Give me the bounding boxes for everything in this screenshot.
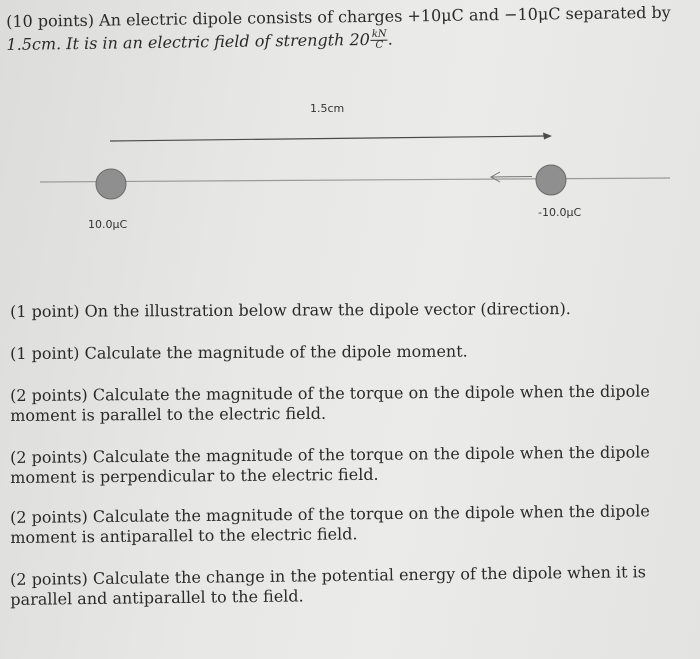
- field-unit-denominator: C: [375, 39, 384, 51]
- problem-statement: [6, 0, 700, 56]
- dipole-axis-line: [40, 178, 670, 182]
- positive-charge-sphere: [96, 169, 126, 199]
- problem-statement-line-1: (10 points) An electric dipole consists of charges +10μC and −10μC separated by: [6, 2, 671, 31]
- question-6: [10, 562, 646, 610]
- field-unit-numerator: kN: [371, 28, 387, 40]
- field-unit-fraction: [371, 30, 388, 51]
- question-1-text: (1 point) On the illustration below draw the dipole vector (direction).: [10, 299, 571, 321]
- field-arrow-line: [492, 177, 532, 178]
- question-6-line-2: parallel and antiparallel to the field.: [10, 586, 304, 609]
- dipole-illustration: [0, 90, 700, 250]
- question-3-line-1: (2 points) Calculate the magnitude of the torque on the dipole when the dipole: [10, 381, 650, 405]
- question-3-line-2: moment is parallel to the electric field.: [10, 403, 327, 425]
- question-2-text: (1 point) Calculate the magnitude of the dipole moment.: [10, 341, 468, 363]
- problem-statement-line-2-end: .: [387, 29, 393, 49]
- positive-charge-label: 10.0μC: [88, 218, 128, 231]
- problem-statement-line-2-text: 1.5cm. It is in an electric field of strength 20: [6, 29, 370, 54]
- distance-arrow-line: [110, 136, 545, 141]
- question-1: [10, 299, 571, 322]
- negative-charge-label: -10.0μC: [538, 206, 582, 219]
- question-4: [10, 442, 650, 488]
- question-4-line-2: moment is perpendicular to the electric field.: [10, 464, 379, 487]
- question-2: [10, 342, 468, 364]
- question-5: [10, 501, 650, 548]
- question-5-line-1: (2 points) Calculate the magnitude of the torque on the dipole when the dipole: [10, 501, 650, 527]
- question-6-line-1: (2 points) Calculate the change in the potential energy of the dipole when it is: [10, 562, 647, 589]
- distance-arrow-head: [543, 133, 552, 140]
- negative-charge-sphere: [536, 165, 566, 195]
- question-5-line-2: moment is antiparallel to the electric field.: [10, 524, 358, 547]
- distance-label: 1.5cm: [310, 102, 345, 115]
- question-3: [10, 382, 650, 426]
- question-4-line-1: (2 points) Calculate the magnitude of the torque on the dipole when the dipole: [10, 442, 650, 467]
